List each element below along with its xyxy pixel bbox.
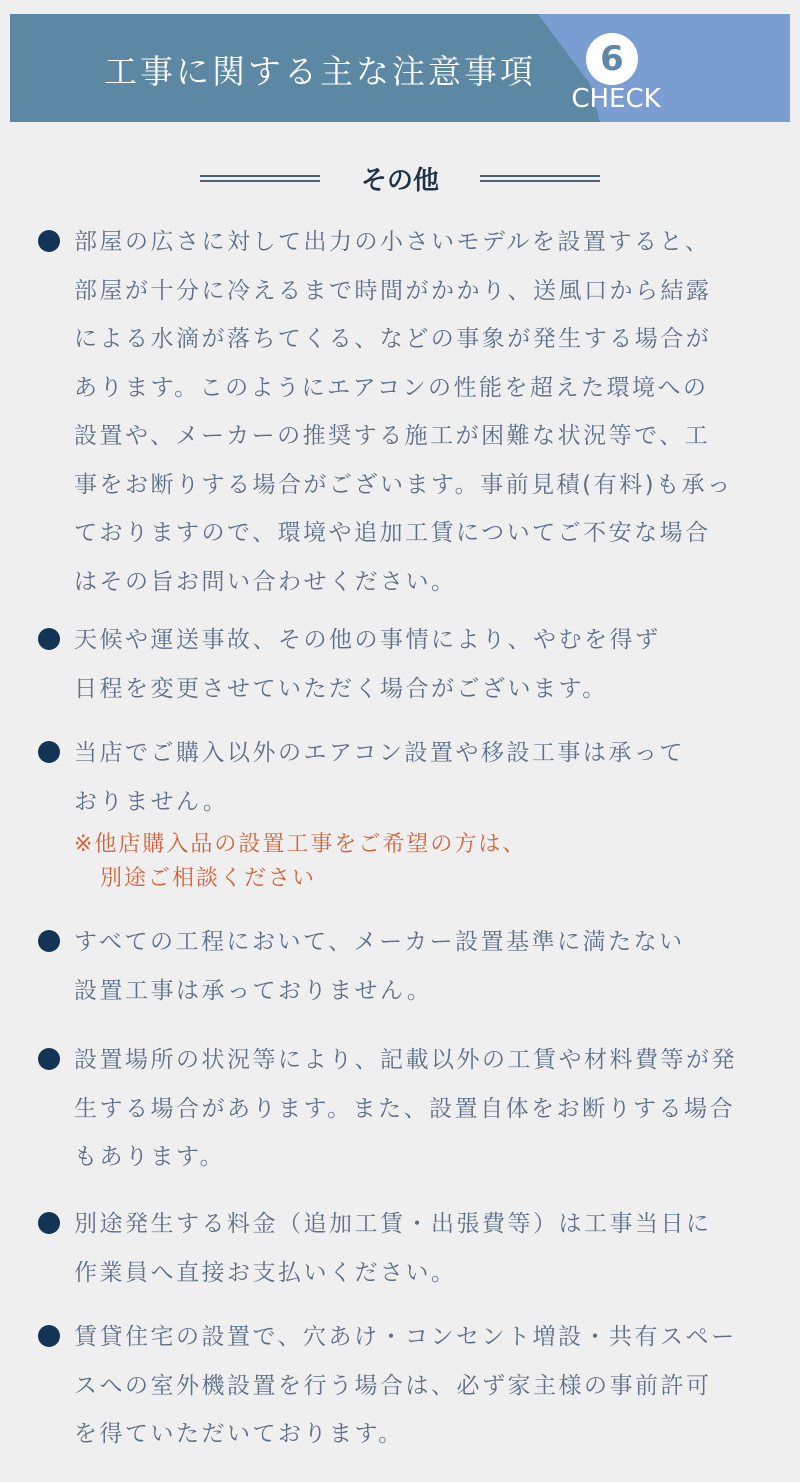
item-line: 日程を変更させていただく場合がございます。 bbox=[74, 675, 608, 702]
item-line: 別途発生する料金（追加工賃・出張費等）は工事当日に bbox=[74, 1211, 712, 1237]
bullet-icon bbox=[38, 1212, 60, 1234]
item-line: を得ていただいております。 bbox=[74, 1421, 404, 1447]
item-line: による水滴が落ちてくる、などの事象が発生する場合が bbox=[74, 326, 712, 352]
item-text bbox=[74, 1036, 774, 1182]
item-line: 賃貸住宅の設置で、穴あけ・コンセント増設・共有スペー bbox=[74, 1324, 737, 1350]
item-line: 設置や、メーカーの推奨する施工が困難な状況等で、工 bbox=[74, 423, 711, 449]
item-text bbox=[74, 1200, 774, 1297]
page-header bbox=[10, 14, 790, 122]
item-note bbox=[74, 828, 774, 896]
bullet-icon bbox=[38, 1048, 60, 1070]
item-text bbox=[74, 918, 774, 1015]
item-line: 事をお断りする場合がございます。事前見積(有料)も承っ bbox=[74, 471, 733, 498]
heading-rule-left bbox=[200, 175, 320, 182]
item-line: スへの室外機設置を行う場合は、必ず家主様の事前許可 bbox=[74, 1372, 712, 1399]
item-line: ておりますので、環境や追加工賃についてご不安な場合 bbox=[74, 520, 711, 546]
section-title: その他 bbox=[360, 166, 439, 196]
item-line: 当店でご購入以外のエアコン設置や移設工事は承って bbox=[74, 740, 685, 766]
item-line: 部屋が十分に冷えるまで時間がかかり、送風口から結露 bbox=[74, 277, 712, 304]
check-number-badge: 6 bbox=[586, 33, 638, 85]
item-text bbox=[74, 729, 774, 826]
item-line: もあります。 bbox=[74, 1144, 226, 1170]
item-line: 作業員へ直接お支払いください。 bbox=[74, 1259, 457, 1286]
item-line: あります。このようにエアコンの性能を超えた環境への bbox=[74, 374, 709, 401]
item-line: はその旨お問い合わせください。 bbox=[74, 568, 457, 595]
page-title: 工事に関する主な注意事項 bbox=[104, 52, 536, 91]
item-line: 設置工事は承っておりません。 bbox=[74, 977, 433, 1004]
check-label: CHECK bbox=[571, 84, 661, 114]
bullet-icon bbox=[38, 230, 60, 252]
item-line: 生する場合があります。また、設置自体をお断りする場合 bbox=[74, 1095, 736, 1122]
item-text bbox=[74, 616, 774, 713]
bullet-icon bbox=[38, 741, 60, 763]
note-line: 別途ご相談ください bbox=[100, 866, 317, 891]
item-text bbox=[74, 1313, 774, 1459]
item-line: すべての工程において、メーカー設置基準に満たない bbox=[74, 929, 685, 955]
item-text bbox=[74, 218, 774, 606]
item-line: 天候や運送事故、その他の事情により、やむを得ず bbox=[74, 627, 661, 653]
item-line: 設置場所の状況等により、記載以外の工賃や材料費等が発 bbox=[74, 1047, 737, 1073]
note-line: ※他店購入品の設置工事をご希望の方は、 bbox=[74, 832, 527, 857]
bullet-icon bbox=[38, 1325, 60, 1347]
bullet-icon bbox=[38, 628, 60, 650]
item-line: 部屋の広さに対して出力の小さいモデルを設置すると、 bbox=[74, 229, 711, 255]
heading-rule-right bbox=[480, 175, 600, 182]
section-heading bbox=[200, 160, 600, 200]
bullet-icon bbox=[38, 930, 60, 952]
item-line: おりません。 bbox=[74, 788, 229, 815]
